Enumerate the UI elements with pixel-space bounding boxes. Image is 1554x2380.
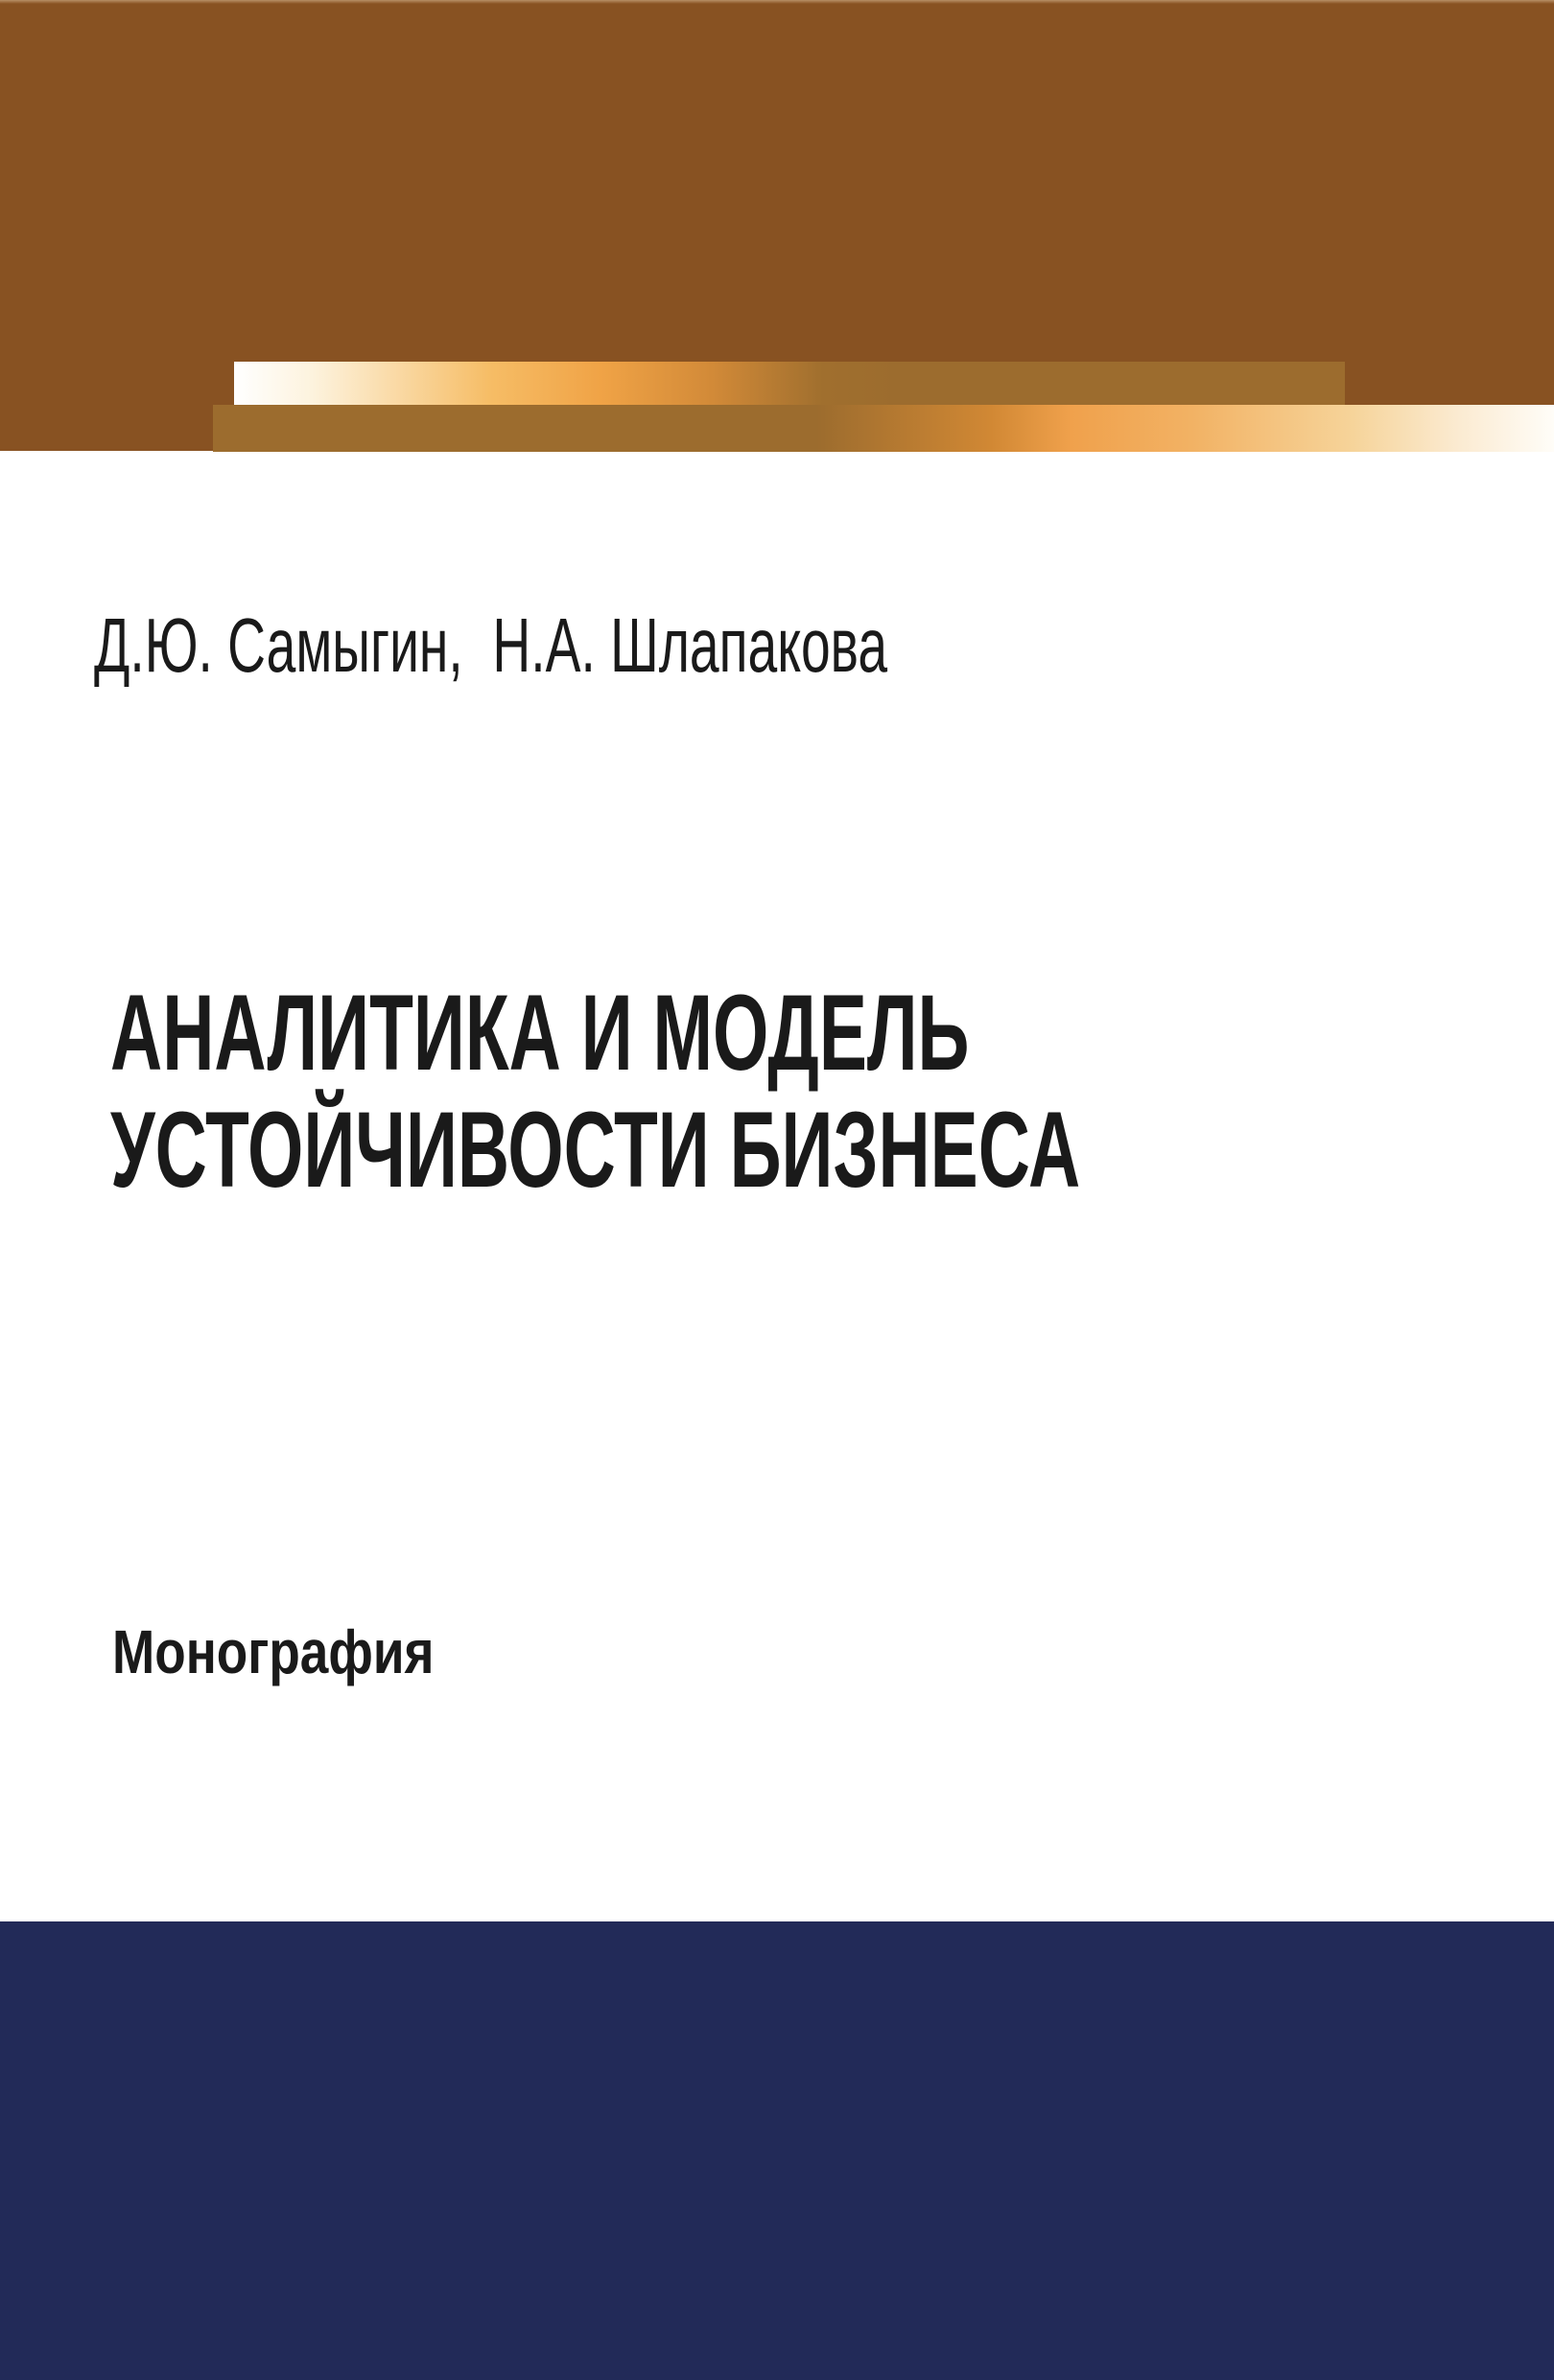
decorative-stripe-bottom xyxy=(213,405,1554,452)
cover-header-band xyxy=(0,0,1554,451)
authors-line: Д.Ю. Самыгин, Н.А. Шлапакова xyxy=(94,602,888,688)
book-title xyxy=(110,975,1080,1209)
decorative-stripe-top xyxy=(234,362,1345,405)
book-title-line-2: УСТОЙЧИВОСТИ БИЗНЕСА xyxy=(110,1090,1081,1210)
publisher-footer-band xyxy=(0,1921,1554,2380)
book-title-line-1: АНАЛИТИКА И МОДЕЛЬ xyxy=(110,973,970,1093)
subtitle-monograph: Монография xyxy=(112,1617,435,1686)
header-top-edge xyxy=(0,0,1554,4)
